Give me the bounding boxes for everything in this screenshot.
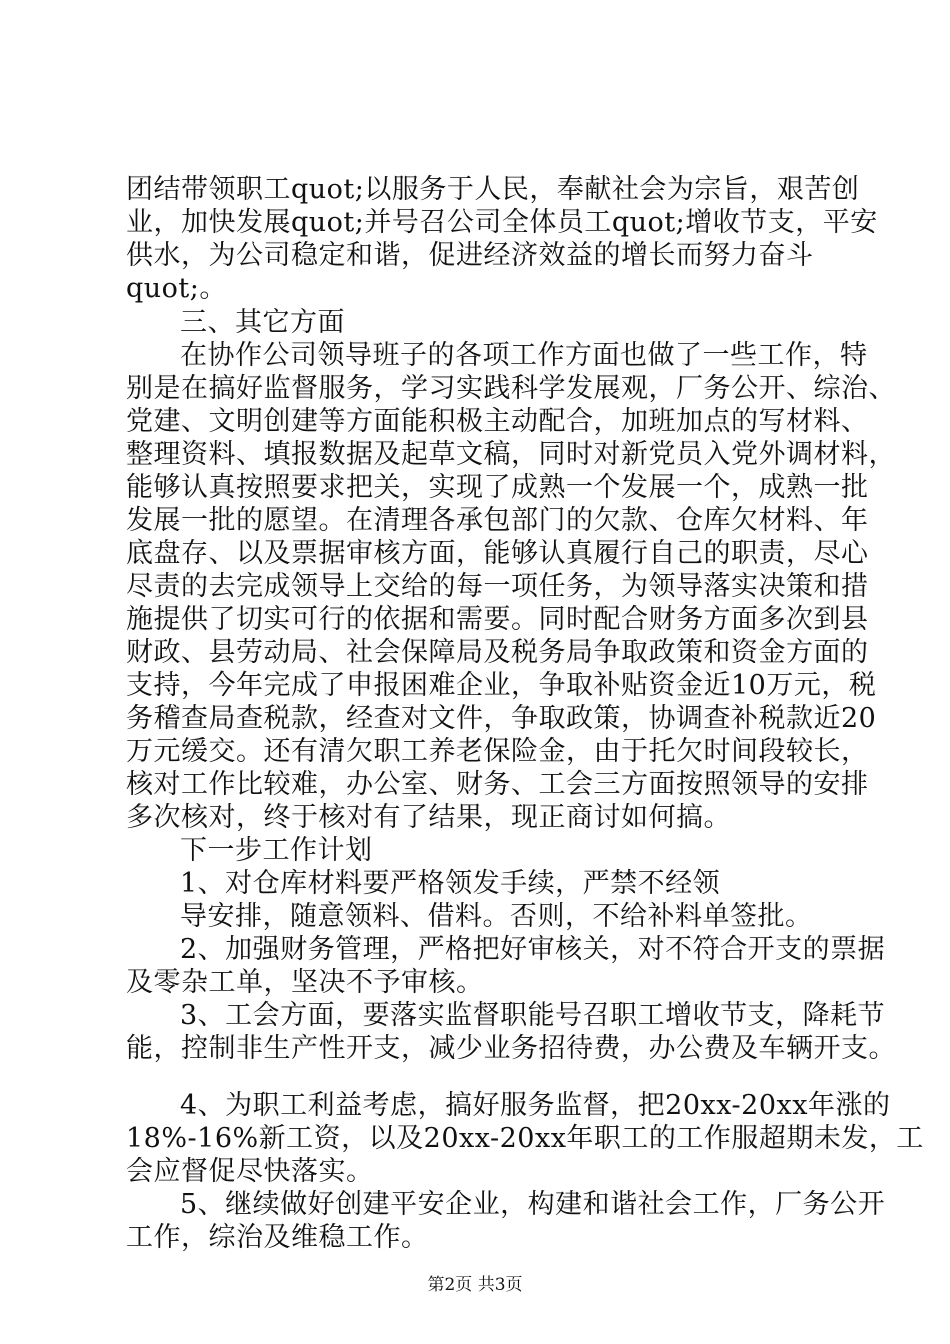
paragraph-line: 底盘存、以及票据审核方面，能够认真履行自己的职责，尽心 [126, 538, 869, 569]
list-item-line: 导安排，随意领料、借料。否则，不给补料单签批。 [180, 901, 813, 932]
list-item-line: 及零杂工单，坚决不予审核。 [126, 967, 484, 998]
paragraph-line: 支持，今年完成了申报困难企业，争取补贴资金近10万元，税 [126, 670, 877, 701]
list-item-line: 5、继续做好创建平安企业，构建和谐社会工作，厂务公开 [180, 1189, 886, 1220]
paragraph-line: 业，加快发展quot;并号召公司全体员工quot;增收节支，平安 [126, 207, 878, 238]
list-item-line: 会应督促尽快落实。 [126, 1156, 374, 1187]
paragraph-line: 党建、文明创建等方面能积极主动配合，加班加点的写材料、 [126, 406, 869, 437]
list-item-line: 1、对仓库材料要严格领发手续，严禁不经领 [180, 868, 721, 899]
paragraph-line: 万元缓交。还有清欠职工养老保险金，由于托欠时间段较长， [126, 736, 869, 767]
paragraph-line: 在协作公司领导班子的各项工作方面也做了一些工作，特 [180, 340, 868, 371]
section-heading: 下一步工作计划 [180, 835, 373, 866]
list-item-line: 2、加强财务管理，严格把好审核关，对不符合开支的票据 [180, 934, 886, 965]
paragraph-line: 供水，为公司稳定和谐，促进经济效益的增长而努力奋斗 [126, 240, 814, 271]
paragraph-line: 务稽查局查税款，经查对文件，争取政策，协调查补税款近20 [126, 703, 877, 734]
list-item-line: 3、工会方面，要落实监督职能号召职工增收节支，降耗节 [180, 1000, 886, 1031]
section-heading: 三、其它方面 [180, 307, 345, 338]
paragraph-line: 整理资料、填报数据及起草文稿，同时对新党员入党外调材料， [126, 439, 896, 470]
paragraph-line: 能够认真按照要求把关，实现了成熟一个发展一个，成熟一批 [126, 472, 869, 503]
paragraph-line: 别是在搞好监督服务，学习实践科学发展观，厂务公开、综治、 [126, 373, 896, 404]
paragraph-line: quot;。 [126, 273, 227, 304]
paragraph-line: 团结带领职工quot;以服务于人民，奉献社会为宗旨，艰苦创 [126, 174, 860, 205]
paragraph-line: 发展一批的愿望。在清理各承包部门的欠款、仓库欠材料、年 [126, 505, 869, 536]
page-number: 第2页 共3页 [427, 1275, 523, 1295]
paragraph-line: 多次核对，终于核对有了结果，现正商讨如何搞。 [126, 802, 731, 833]
paragraph-line: 财政、县劳动局、社会保障局及税务局争取政策和资金方面的 [126, 637, 869, 668]
paragraph-line: 核对工作比较难，办公室、财务、工会三方面按照领导的安排 [126, 769, 869, 800]
paragraph-line: 施提供了切实可行的依据和需要。同时配合财务方面多次到县 [126, 604, 869, 635]
list-item-line: 工作，综治及维稳工作。 [126, 1222, 429, 1253]
list-item-line: 能，控制非生产性开支，减少业务招待费，办公费及车辆开支。 [126, 1033, 896, 1064]
paragraph-line: 尽责的去完成领导上交给的每一项任务，为领导落实决策和措 [126, 571, 869, 602]
list-item-line: 4、为职工利益考虑，搞好服务监督，把20xx-20xx年涨的 [180, 1090, 891, 1121]
list-item-line: 18%-16%新工资，以及20xx-20xx年职工的工作服超期未发，工 [126, 1123, 924, 1154]
